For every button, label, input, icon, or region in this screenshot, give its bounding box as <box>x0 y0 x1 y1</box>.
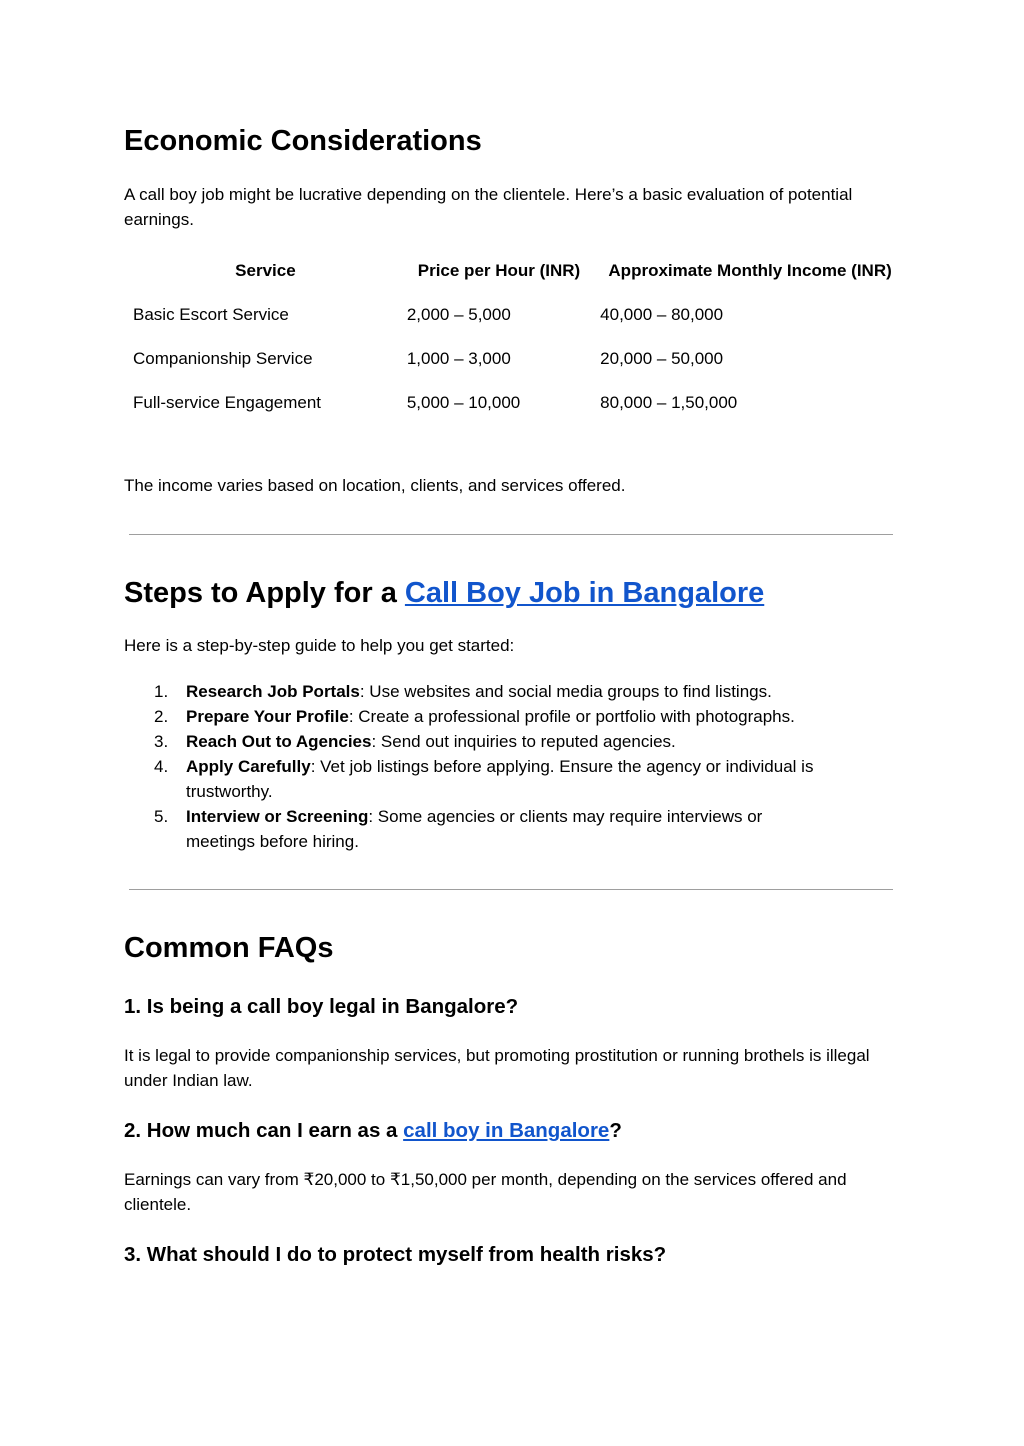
list-item <box>124 679 900 704</box>
list-item-text: : Send out inquiries to reputed agencies. <box>371 732 676 751</box>
table-cell: 2,000 – 5,000 <box>406 305 511 324</box>
table-cell: Full-service Engagement <box>133 393 322 412</box>
steps-heading <box>124 575 764 611</box>
list-item <box>124 704 900 729</box>
table-header-monthly: Approximate Monthly Income (INR) <box>608 261 892 280</box>
steps-heading-text: Steps to Apply for a <box>124 577 405 609</box>
list-item-number: 5. <box>154 807 169 826</box>
list-item <box>124 729 900 754</box>
table-cell: 20,000 – 50,000 <box>600 349 724 368</box>
call-boy-job-link[interactable]: Call Boy Job in Bangalore <box>404 577 765 609</box>
call-boy-in-bangalore-link[interactable]: call boy in Bangalore <box>403 1119 610 1142</box>
list-item-number: 3. <box>154 732 169 751</box>
table-cell: 40,000 – 80,000 <box>600 305 724 324</box>
earnings-table <box>124 258 900 446</box>
faq-question-2 <box>124 1118 622 1144</box>
list-item-title: Research Job Portals <box>186 682 360 701</box>
table-header-price: Price per Hour (INR) <box>417 261 581 280</box>
faq-answer-2: Earnings can vary from ₹20,000 to ₹1,50,000 per month, depending on the services offered and clientele. <box>124 1170 847 1214</box>
faq-question-2-prefix: 2. How much can I earn as a <box>124 1119 404 1142</box>
list-item-text: : Some agencies or clients may require interviews or meetings before hiring. <box>186 807 763 851</box>
faq-question-3: 3. What should I do to protect myself from health risks? <box>124 1243 667 1266</box>
list-item <box>124 754 900 804</box>
list-item-number: 4. <box>154 757 169 776</box>
table-cell: 1,000 – 3,000 <box>406 349 511 368</box>
section-divider <box>129 534 893 535</box>
table-cell: Companionship Service <box>133 349 313 368</box>
table-header-row <box>124 258 900 302</box>
faq-question-2-suffix: ? <box>609 1119 622 1142</box>
economic-considerations-heading: Economic Considerations <box>124 125 482 157</box>
list-item-number: 2. <box>154 707 169 726</box>
table-cell: 80,000 – 1,50,000 <box>600 393 738 412</box>
faq-question-1: 1. Is being a call boy legal in Bangalore? <box>124 995 519 1018</box>
list-item-text: : Vet job listings before applying. Ensure the agency or individual is trustworthy. <box>186 757 814 801</box>
steps-list <box>124 679 900 854</box>
table-cell: 5,000 – 10,000 <box>406 393 521 412</box>
list-item-text: : Use websites and social media groups to find listings. <box>359 682 772 701</box>
table-row <box>124 346 900 390</box>
table-header-service: Service <box>235 261 296 280</box>
list-item-text: : Create a professional profile or portfolio with photographs. <box>348 707 795 726</box>
table-cell: Basic Escort Service <box>133 305 289 324</box>
list-item-number: 1. <box>154 682 169 701</box>
income-note-paragraph: The income varies based on location, clients, and services offered. <box>124 476 626 495</box>
list-item-title: Apply Carefully <box>186 757 311 776</box>
list-item-title: Prepare Your Profile <box>186 707 349 726</box>
list-item-title: Interview or Screening <box>186 807 369 826</box>
table-row <box>124 302 900 346</box>
common-faqs-heading: Common FAQs <box>124 932 334 964</box>
steps-intro-paragraph: Here is a step-by-step guide to help you get started: <box>124 636 515 655</box>
list-item <box>124 804 900 854</box>
section-divider <box>129 889 893 890</box>
economic-intro-paragraph: A call boy job might be lucrative depending on the clientele. Here’s a basic evaluation of potential earnings. <box>124 185 853 229</box>
faq-answer-1: It is legal to provide companionship services, but promoting prostitution or running brothels is illegal under Indian law. <box>124 1046 870 1090</box>
list-item-title: Reach Out to Agencies <box>186 732 372 751</box>
table-row <box>124 390 900 446</box>
